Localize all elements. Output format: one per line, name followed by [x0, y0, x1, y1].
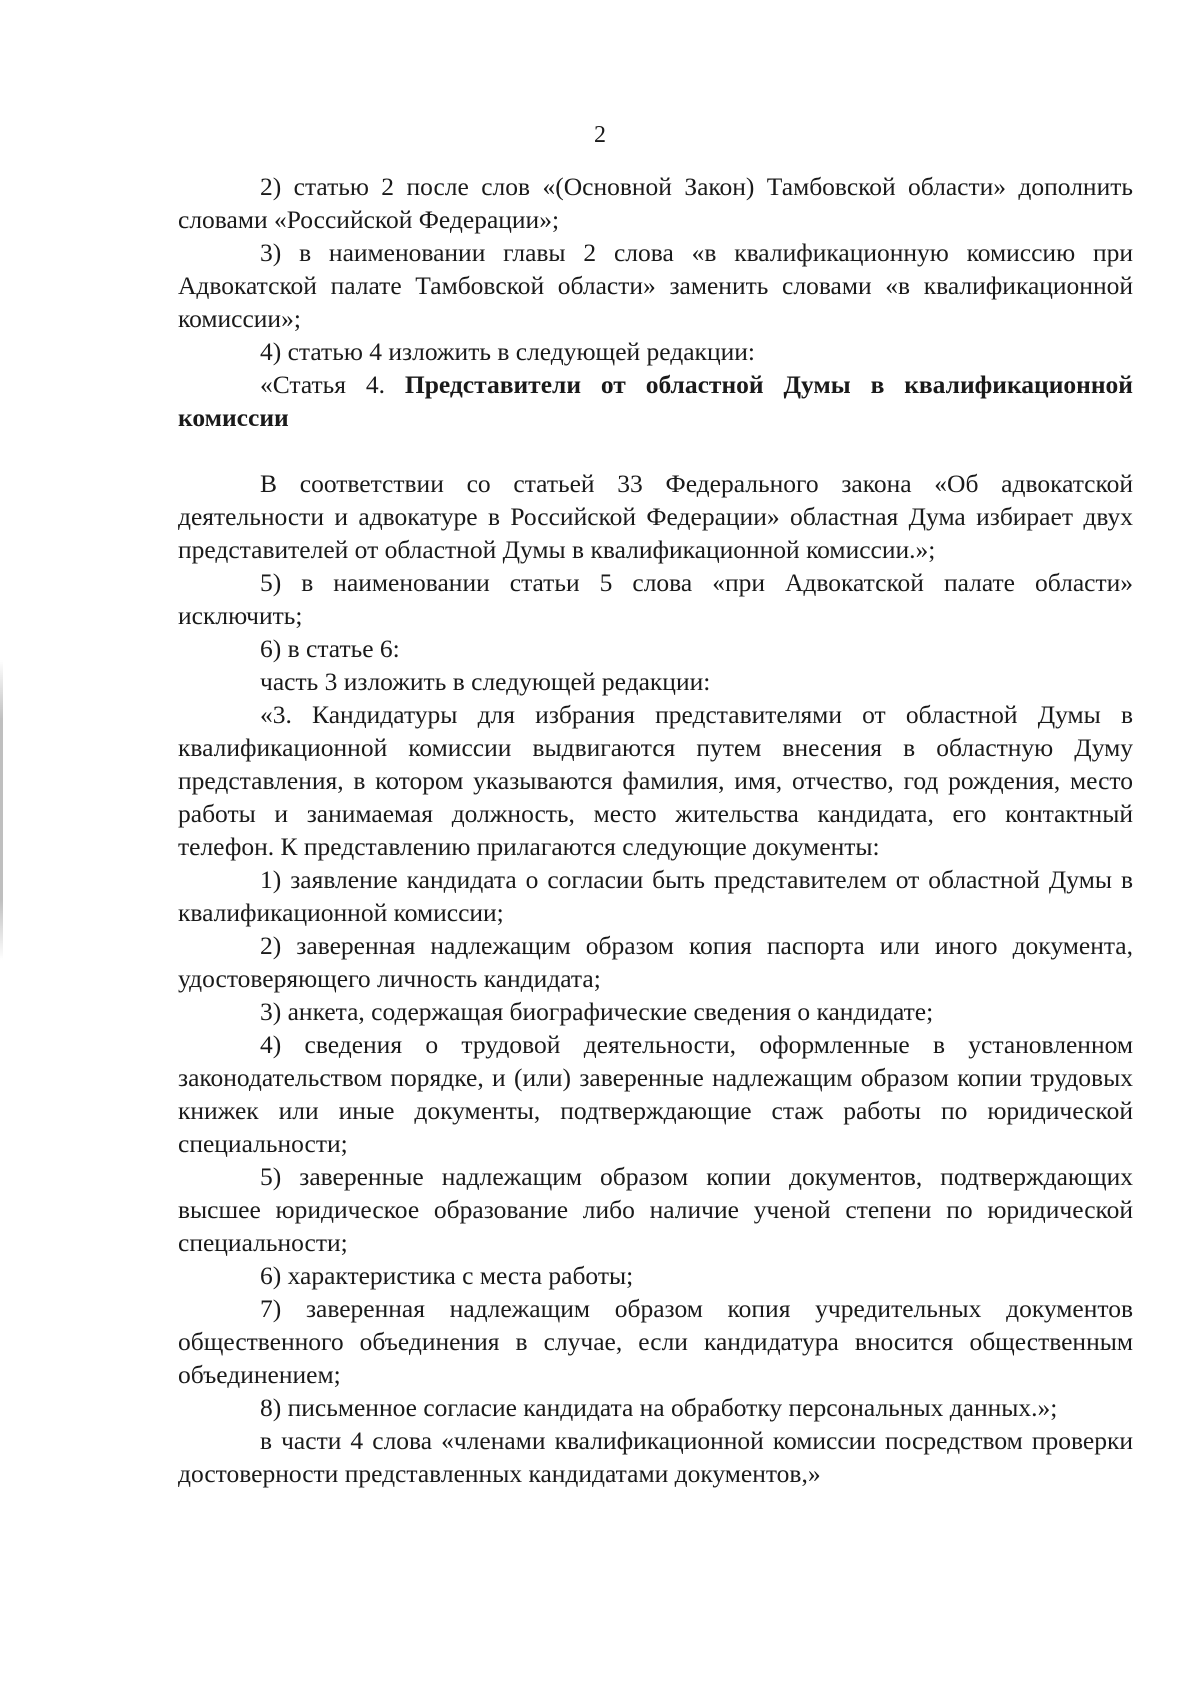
- article-4-text: В соответствии со статьей 33 Федерального закона «Об адвокатской деятельности и адвокатуре в Российской Федерации» областная Дума избирает двух представителей от областной Думы в квалификационной комиссии.»;: [178, 469, 1133, 564]
- paragraph-item-5: 5) в наименовании статьи 5 слова «при Адвокатской палате области» исключить;: [178, 568, 1133, 630]
- document-list-item-2: 2) заверенная надлежащим образом копия паспорта или иного документа, удостоверяющего личность кандидата;: [178, 931, 1133, 993]
- article-4-heading: [178, 368, 1133, 434]
- document-list-item-3: 3) анкета, содержащая биографические сведения о кандидате;: [260, 997, 934, 1026]
- paragraph-item-2: 2) статью 2 после слов «(Основной Закон) Тамбовской области» дополнить словами «Российской Федерации»;: [178, 172, 1133, 234]
- document-list-item-5: 5) заверенные надлежащим образом копии документов, подтверждающих высшее юридическое образование либо наличие ученой степени по юридической специальности;: [178, 1162, 1133, 1257]
- paragraph-item-6: 6) в статье 6:: [260, 634, 400, 663]
- part-3-text: «3. Кандидатуры для избрания представителями от областной Думы в квалификационной комиссии выдвигаются путем внесения в областную Думу представления, в котором указываются фамилия, имя, отчество, год рождения, место работы и занимаемая должность, место жительства кандидата, его контактный телефон. К представлению прилагаются следующие документы:: [178, 700, 1133, 861]
- part-4-amendment: в части 4 слова «членами квалификационной комиссии посредством проверки достоверности представленных кандидатами документов,»: [178, 1426, 1133, 1488]
- document-list-item-1: 1) заявление кандидата о согласии быть представителем от областной Думы в квалификационной комиссии;: [178, 865, 1133, 927]
- document-list-item-7: 7) заверенная надлежащим образом копия учредительных документов общественного объединения в случае, если кандидатура вносится общественным объединением;: [178, 1294, 1133, 1389]
- article-4-heading-title: Представители от областной Думы в квалификационной комиссии: [178, 370, 1133, 432]
- article-4-heading-lead: «Статья 4.: [260, 370, 386, 399]
- document-list-item-4: 4) сведения о трудовой деятельности, оформленные в установленном законодательством порядке, и (или) заверенные надлежащим образом копии трудовых книжек или иные документы, подтверждающие стаж работы по юридической специальности;: [178, 1030, 1133, 1158]
- paragraph-item-3: 3) в наименовании главы 2 слова «в квалификационную комиссию при Адвокатской палате Тамбовской области» заменить словами «в квалификационной комиссии»;: [178, 238, 1133, 333]
- document-body: [178, 170, 1133, 1490]
- scan-edge-shadow: [0, 660, 3, 960]
- paragraph-item-4: 4) статью 4 изложить в следующей редакции:: [260, 337, 755, 366]
- paragraph-part-3-intro: часть 3 изложить в следующей редакции:: [260, 667, 711, 696]
- document-list-item-6: 6) характеристика с места работы;: [260, 1261, 634, 1290]
- page-number: 2: [594, 122, 606, 148]
- document-list-item-8: 8) письменное согласие кандидата на обработку персональных данных.»;: [260, 1393, 1058, 1422]
